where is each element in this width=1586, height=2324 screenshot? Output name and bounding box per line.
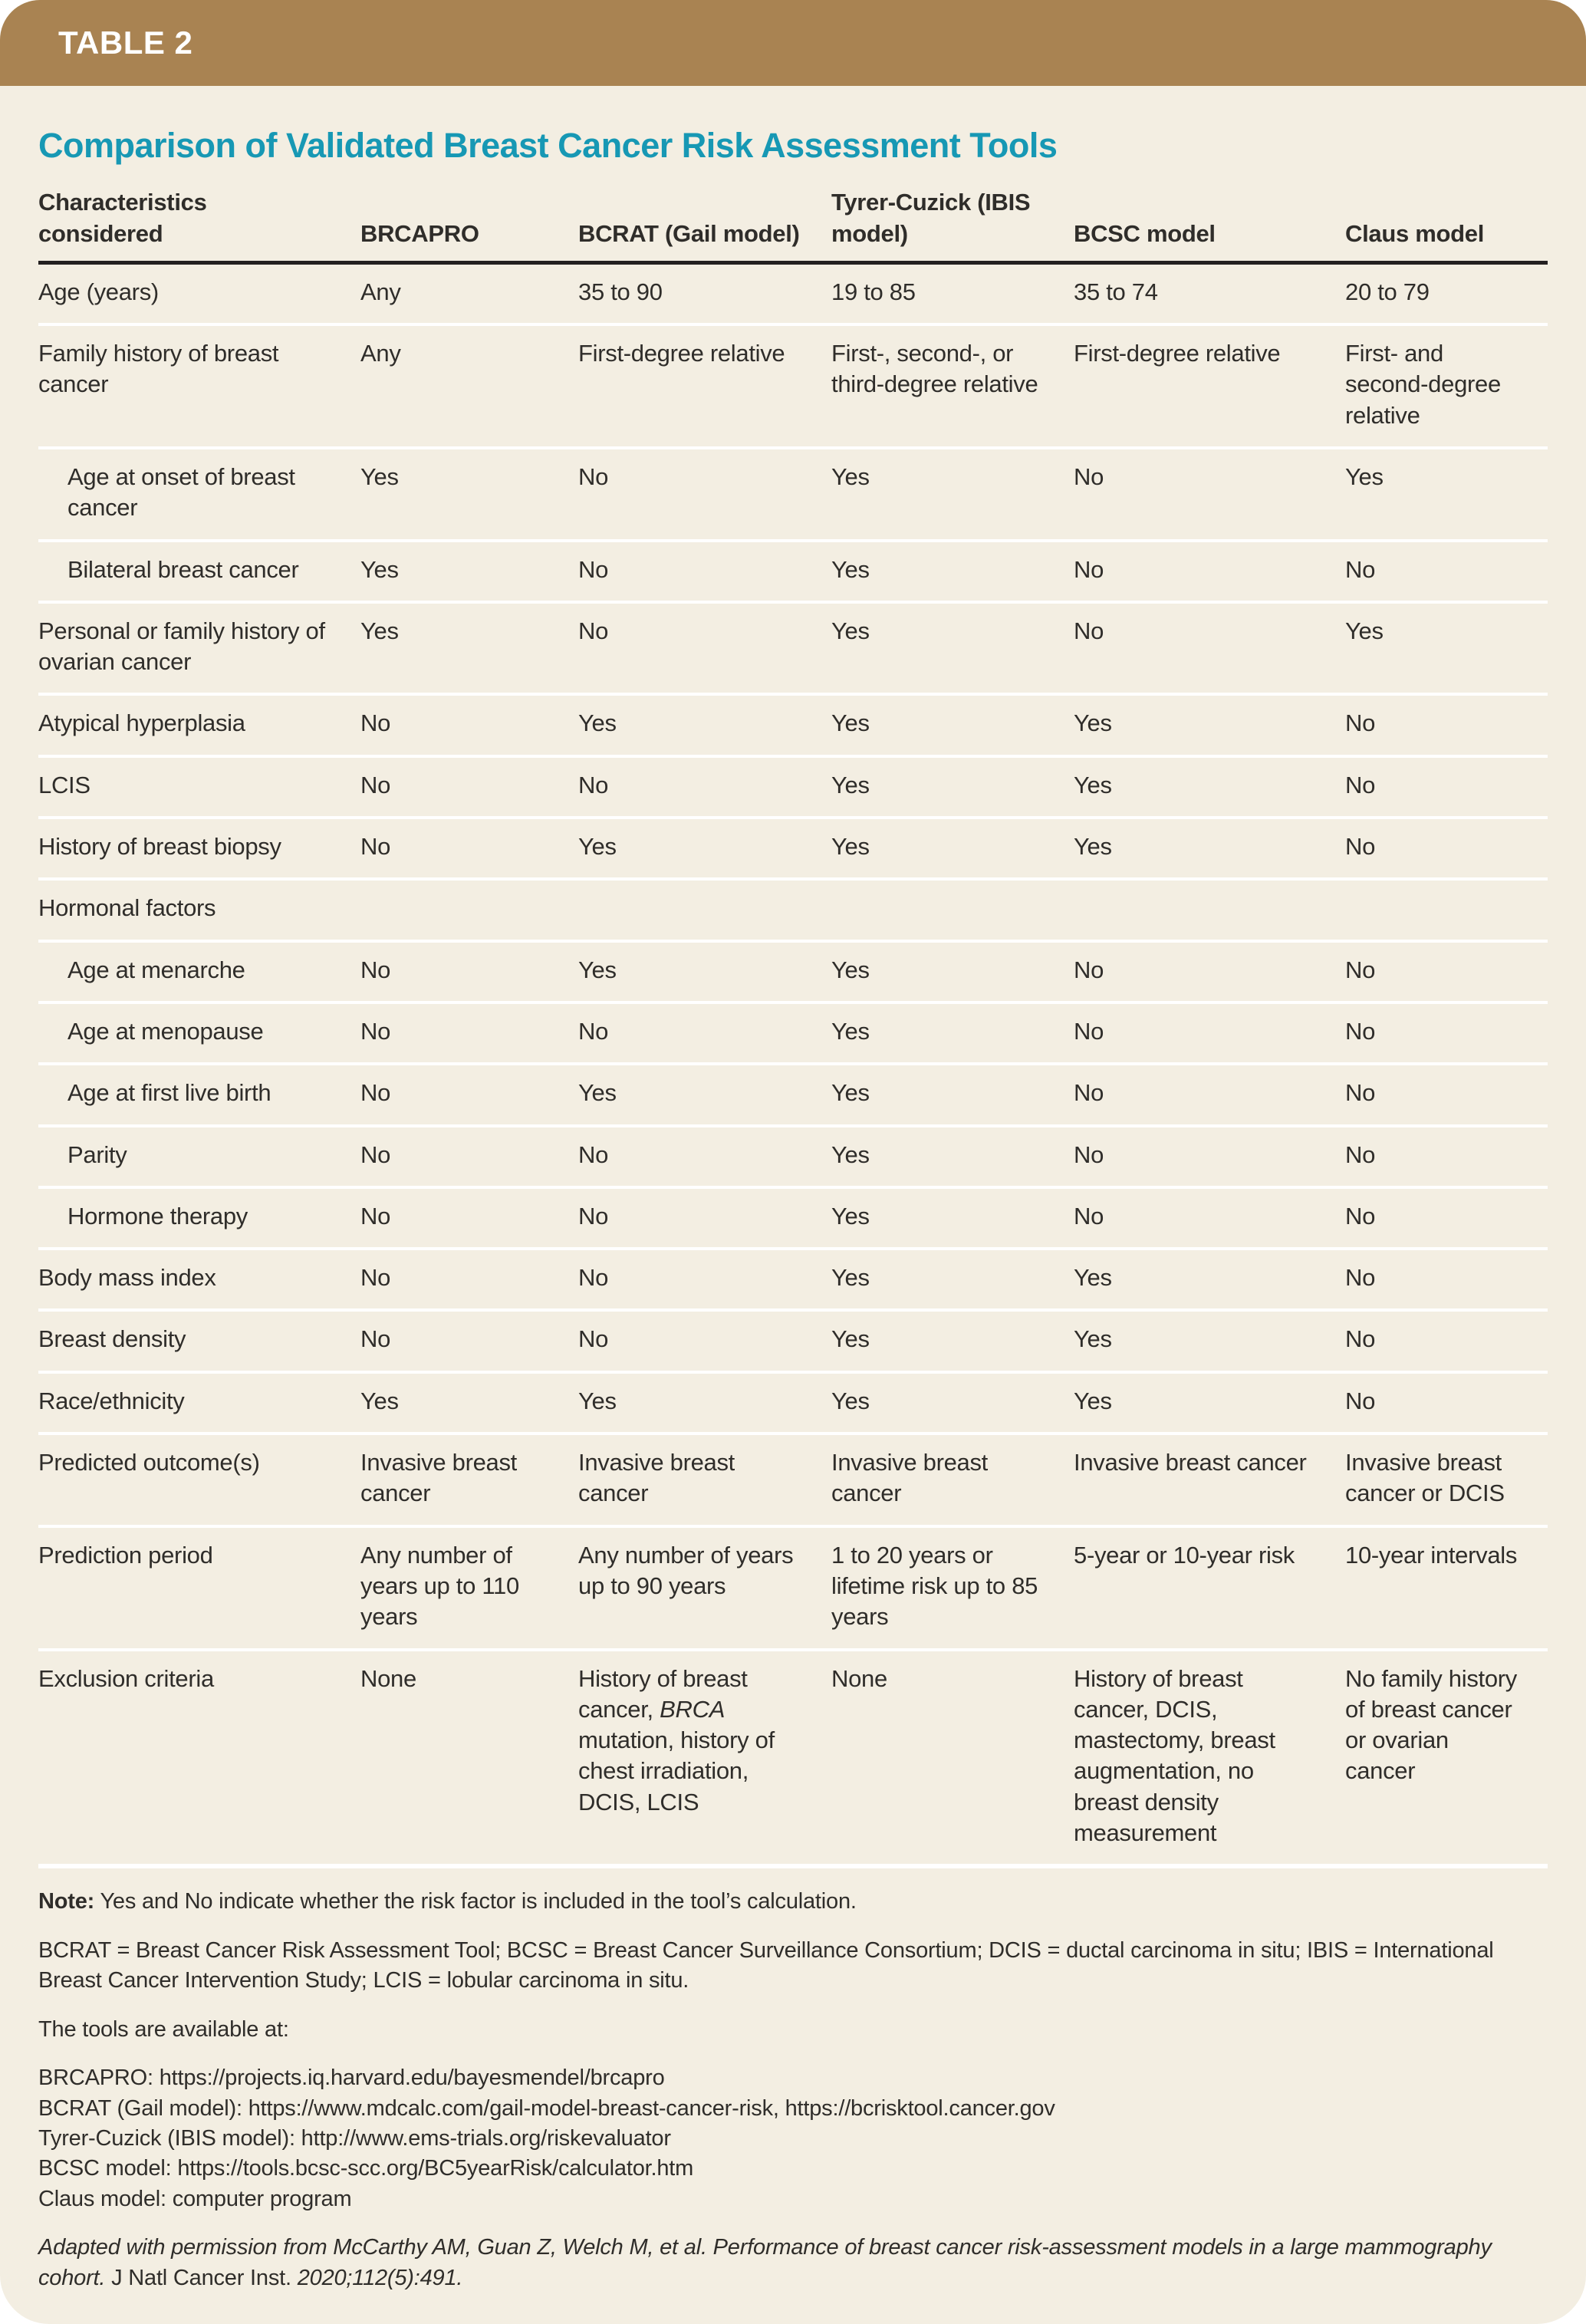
cell-value <box>1345 893 1548 923</box>
cell-value: Invasive breast cancer <box>831 1449 988 1507</box>
cell-value: History of breast cancer, BRCA mutation, history of chest irradiation, DCIS, LCIS <box>578 1664 775 1815</box>
cell-value: No <box>1345 833 1376 861</box>
cell-value: No <box>578 463 609 490</box>
cell-value: No <box>360 1141 391 1168</box>
row-label: Prediction period <box>38 1541 213 1569</box>
column-header: Tyrer-Cuzick (IBIS model) <box>831 189 1031 247</box>
row-label: Hormonal factors <box>38 894 216 922</box>
footnotes <box>38 1868 1548 2324</box>
cell-value: Yes <box>831 1264 870 1292</box>
cell-value: Yes <box>831 833 870 861</box>
cell-value <box>578 893 831 923</box>
cell-value: Yes <box>1074 1387 1112 1414</box>
row-label: Age at onset of breast cancer <box>67 463 295 522</box>
cell-value: No <box>578 1202 609 1229</box>
note-label: Note: <box>38 1889 95 1914</box>
cell-value: No <box>578 1325 609 1353</box>
cell-value: No <box>360 1325 391 1353</box>
cell-value: No <box>1074 956 1104 983</box>
cell-value: Yes <box>1074 1264 1112 1292</box>
cell-value: Yes <box>578 956 617 983</box>
cell-value: 1 to 20 years or lifetime risk up to 85 years <box>831 1541 1038 1631</box>
row-label: Body mass index <box>38 1264 216 1292</box>
cell-value: Yes <box>578 833 617 861</box>
cell-value: Yes <box>360 463 399 490</box>
cell-value: Invasive breast cancer <box>1074 1449 1307 1476</box>
tool-link-line: BCSC model: https://tools.bcsc-scc.org/BC5yearRisk/calculator.htm <box>38 2156 694 2181</box>
cell-value: No <box>360 1079 391 1107</box>
row-label: Age at menarche <box>67 956 245 983</box>
table-row <box>38 758 1548 819</box>
table-column-header-row <box>38 187 1548 265</box>
cell-value: Yes <box>1345 617 1384 644</box>
table-row <box>38 542 1548 604</box>
tool-link-line: Tyrer-Cuzick (IBIS model): http://www.ems-trials.org/riskevaluator <box>38 2125 671 2151</box>
cell-value: No <box>1074 1202 1104 1229</box>
row-label: Bilateral breast cancer <box>67 555 299 583</box>
cell-value: Yes <box>831 1017 870 1045</box>
cell-value: Yes <box>578 709 617 737</box>
tool-link-line: BCRAT (Gail model): https://www.mdcalc.com/gail-model-breast-cancer-risk, https://bcrisktool.cancer.gov <box>38 2095 1055 2121</box>
table-row <box>38 1250 1548 1312</box>
cell-value: No <box>578 1264 609 1292</box>
cell-value: Yes <box>831 555 870 583</box>
cell-value: No <box>1074 617 1104 644</box>
row-label: Exclusion criteria <box>38 1664 214 1692</box>
cell-value: No <box>1074 463 1104 490</box>
cell-value: No <box>360 1264 391 1292</box>
table-row <box>38 943 1548 1004</box>
cell-value: First-, second-, or third-degree relative <box>831 340 1038 398</box>
cell-value: Yes <box>1074 1325 1112 1353</box>
cell-value: No <box>1345 1017 1376 1045</box>
row-label: Personal or family history of ovarian cancer <box>38 617 325 676</box>
cell-value: No <box>360 833 391 861</box>
row-label: Atypical hyperplasia <box>38 709 245 737</box>
citation: Adapted with permission from McCarthy AM, Guan Z, Welch M, et al. Performance of breast cancer risk-assessment models in a large mammography cohort. J Natl Cancer Inst. 2020;112(5):491. <box>38 2235 1492 2290</box>
page-title: Comparison of Validated Breast Cancer Risk Assessment Tools <box>38 126 1058 165</box>
cell-value: Invasive breast cancer <box>360 1449 517 1507</box>
cell-value: No <box>360 1017 391 1045</box>
column-header: BCRAT (Gail model) <box>578 219 800 247</box>
cell-value: Yes <box>831 709 870 737</box>
row-label: Age (years) <box>38 278 159 305</box>
cell-value: No <box>1345 555 1376 583</box>
row-label: Breast density <box>38 1325 186 1353</box>
cell-value: 5-year or 10-year risk <box>1074 1541 1295 1569</box>
cell-value: Yes <box>578 1079 617 1107</box>
cell-value: Yes <box>831 1387 870 1414</box>
cell-value: 35 to 90 <box>578 278 663 305</box>
tool-links-block <box>38 2063 1548 2214</box>
row-label: LCIS <box>38 771 90 798</box>
cell-value: First-degree relative <box>1074 340 1281 367</box>
availability-intro: The tools are available at: <box>38 2016 289 2042</box>
cell-value: No <box>1074 1141 1104 1168</box>
cell-value: No <box>578 1141 609 1168</box>
cell-value: None <box>831 1664 887 1692</box>
cell-value <box>360 893 578 923</box>
cell-value: 19 to 85 <box>831 278 916 305</box>
cell-value: Any number of years up to 90 years <box>578 1541 794 1599</box>
cell-value: No <box>1345 1202 1376 1229</box>
cell-value: Any <box>360 340 401 367</box>
cell-value: None <box>360 1664 416 1692</box>
cell-value: History of breast cancer, DCIS, mastectomy, breast augmentation, no breast density measurement <box>1074 1664 1275 1847</box>
cell-value: No <box>1345 1387 1376 1414</box>
cell-value: Yes <box>831 1202 870 1229</box>
cell-value: No <box>1345 1264 1376 1292</box>
row-label: Age at first live birth <box>67 1079 271 1107</box>
cell-value: No <box>360 709 391 737</box>
cell-value: 35 to 74 <box>1074 278 1158 305</box>
column-header: Claus model <box>1345 219 1485 247</box>
cell-value: No <box>1345 956 1376 983</box>
cell-value: Yes <box>1074 833 1112 861</box>
column-header: Characteristics considered <box>38 189 207 247</box>
table-row <box>38 1528 1548 1651</box>
cell-value: No <box>578 1017 609 1045</box>
cell-value: No <box>578 771 609 798</box>
tool-link-line: Claus model: computer program <box>38 2186 352 2211</box>
cell-value: No <box>360 771 391 798</box>
cell-value: No <box>1074 1017 1104 1045</box>
note-line <box>38 1887 1548 1917</box>
row-label: Age at menopause <box>67 1017 264 1045</box>
table-row <box>38 819 1548 881</box>
row-label: Predicted outcome(s) <box>38 1449 260 1476</box>
cell-value: No <box>1345 771 1376 798</box>
cell-value: Yes <box>360 555 399 583</box>
cell-value: Yes <box>360 1387 399 1414</box>
cell-value: No <box>360 956 391 983</box>
table-row <box>38 696 1548 757</box>
cell-value: Yes <box>831 1141 870 1168</box>
table-row <box>38 265 1548 326</box>
cell-value: Invasive breast cancer or DCIS <box>1345 1449 1505 1507</box>
table-row <box>38 1065 1548 1127</box>
cell-value: No <box>360 1202 391 1229</box>
cell-value: Any number of years up to 110 years <box>360 1541 519 1631</box>
table-body <box>38 265 1548 1869</box>
cell-value: No <box>578 617 609 644</box>
cell-value: 20 to 79 <box>1345 278 1430 305</box>
cell-value: No <box>578 555 609 583</box>
cell-value: No <box>1074 1079 1104 1107</box>
table-row <box>38 881 1548 942</box>
cell-value: No <box>1345 1079 1376 1107</box>
row-label: Hormone therapy <box>67 1202 248 1229</box>
cell-value: Any <box>360 278 401 305</box>
tool-link-line: BRCAPRO: https://projects.iq.harvard.edu/bayesmendel/brcapro <box>38 2066 665 2091</box>
cell-value: Yes <box>1074 771 1112 798</box>
table-row <box>38 326 1548 449</box>
note-text: Yes and No indicate whether the risk factor is included in the tool’s calculation. <box>94 1889 857 1914</box>
cell-value: Yes <box>831 463 870 490</box>
cell-value: Yes <box>831 1079 870 1107</box>
cell-value: Yes <box>831 617 870 644</box>
cell-value: Yes <box>831 1325 870 1353</box>
cell-value: No <box>1345 1325 1376 1353</box>
table-header-bar <box>0 0 1586 86</box>
table-row <box>38 449 1548 542</box>
table-row <box>38 1312 1548 1373</box>
cell-value: Invasive breast cancer <box>578 1449 735 1507</box>
cell-value: First-degree relative <box>578 340 785 367</box>
table-row <box>38 1189 1548 1250</box>
row-label: History of breast biopsy <box>38 833 281 861</box>
table-content <box>0 86 1586 2324</box>
cell-value: Yes <box>1074 709 1112 737</box>
cell-value: No family history of breast cancer or ovarian cancer <box>1345 1664 1518 1785</box>
table-row <box>38 1374 1548 1435</box>
cell-value: No <box>1074 555 1104 583</box>
cell-value: Yes <box>831 956 870 983</box>
cell-value: Yes <box>1345 463 1384 490</box>
column-header: BCSC model <box>1074 219 1216 247</box>
table-row <box>38 1127 1548 1189</box>
cell-value <box>831 893 1074 923</box>
row-label: Race/ethnicity <box>38 1387 185 1414</box>
row-label: Parity <box>67 1141 127 1168</box>
table-number-label: TABLE 2 <box>58 25 193 61</box>
cell-value: No <box>1345 1141 1376 1168</box>
table-row <box>38 1004 1548 1065</box>
table-row <box>38 1651 1548 1869</box>
cell-value: No <box>1345 709 1376 737</box>
cell-value: Yes <box>831 771 870 798</box>
column-header: BRCAPRO <box>360 219 479 247</box>
table-row <box>38 604 1548 696</box>
cell-value: Yes <box>578 1387 617 1414</box>
cell-value: 10-year intervals <box>1345 1541 1518 1569</box>
abbreviations-line: BCRAT = Breast Cancer Risk Assessment Tool; BCSC = Breast Cancer Surveillance Consortium; DCIS = ductal carcinoma in situ; IBIS = International Breast Cancer Intervention Study; LCIS = lobular carcinoma in situ. <box>38 1937 1494 1993</box>
cell-value: Yes <box>360 617 399 644</box>
table-row <box>38 1435 1548 1528</box>
row-label: Family history of breast cancer <box>38 340 279 398</box>
cell-value <box>1074 893 1345 923</box>
cell-value: First- and second-degree relative <box>1345 340 1501 429</box>
